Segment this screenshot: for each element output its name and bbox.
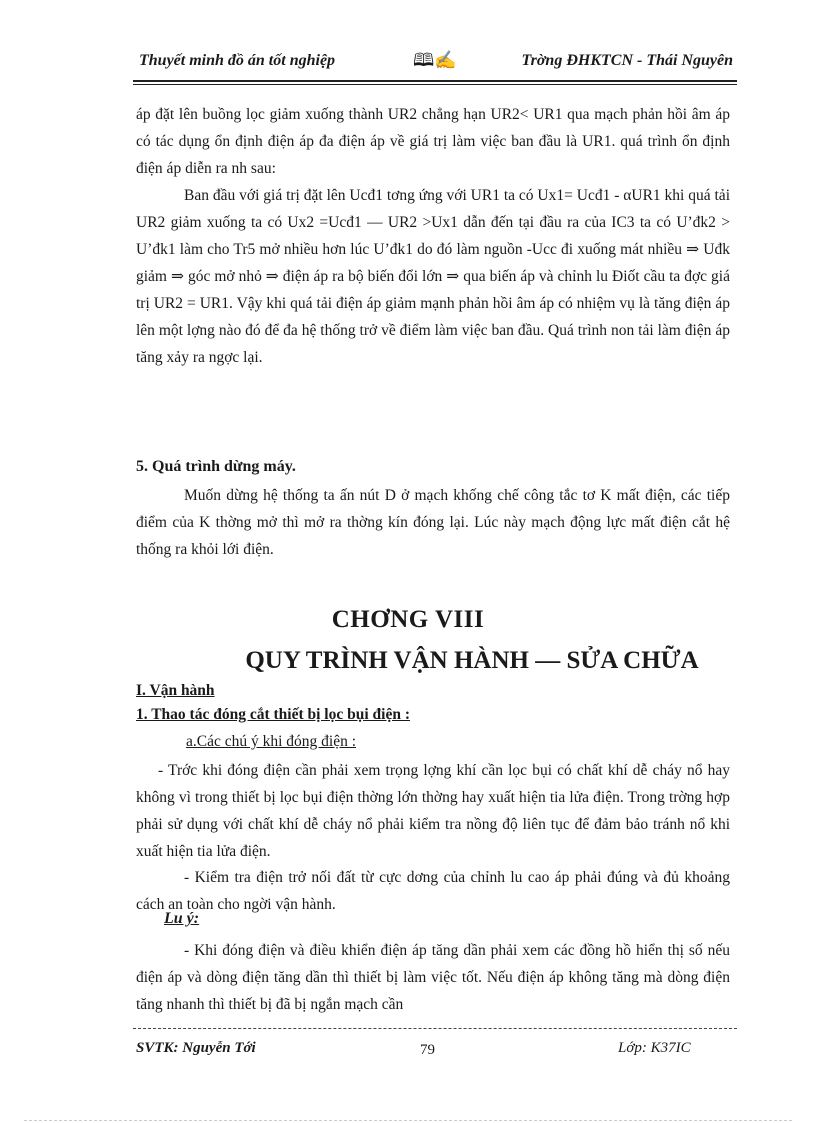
header-thesis-title: Thuyết minh đồ án tốt nghiệp [139,52,336,69]
paragraph-1: áp đặt lên buồng lọc giảm xuống thành UR2 chẳng hạn UR2< UR1 qua mạch phản hồi âm áp có tác dụng ổn định điện áp đa điện áp về giá trị làm việc ban đầu là UR1. quá trình ổn định điện áp diễn ra nh sau: [136,106,730,177]
subsection-a-heading: a.Các chú ý khi đóng điện : [186,733,357,750]
paragraph-4: - Trớc khi đóng điện cần phải xem trọng lợng khí cần lọc bụi có chất khí dễ cháy nổ hay không vì trong thiết bị lọc bụi điện thờng lớn thờng hay xuất hiện tia lửa điện. Trong trờng hợp phải sử dụng với chất khí dễ cháy nổ phải kiểm tra nồng độ liên tục để đảm bảo tránh nổ khi xuất hiện tia lửa điện. [136,762,730,860]
header-rule [133,80,737,82]
section-i-heading: I. Vận hành [136,682,215,699]
footer-student: SVTK: Nguyễn Tới [136,1040,256,1056]
footer-rule [133,1028,737,1029]
section-5-heading: 5. Quá trình dừng máy. [136,458,296,475]
paragraph-5: - Kiểm tra điện trở nối đất từ cực dơng của chỉnh lu cao áp phải đúng và đủ khoảng cách an toàn cho ngời vận hành. [136,869,730,913]
footer-class: Lớp: K37IC [618,1040,691,1056]
paragraph-3: Muốn dừng hệ thống ta ấn nút D ở mạch khống chế công tắc tơ K mất điện, các tiếp điểm của K thờng mở thì mở ra thờng kín đóng lại. Lúc này mạch động lực mất điện cắt hệ thống ra khỏi lới điện. [136,487,730,558]
book-pen-icon: 🕮✍ [413,50,457,70]
header-rule-thin [133,84,737,85]
chapter-label: CHƠNG VIII [331,606,485,633]
page-header [133,46,733,80]
page-number: 79 [420,1042,435,1058]
note-heading: Lu ý: [164,910,200,927]
header-university: Trờng ĐHKTCN - Thái Nguyên [521,52,733,69]
page-bottom-border [24,1120,792,1121]
chapter-title: QUY TRÌNH VẬN HÀNH — SỬA CHỮA [245,647,699,674]
section-1-heading: 1. Thao tác đóng cắt thiết bị lọc bụi điện : [136,706,411,723]
paragraph-2: Ban đầu với giá trị đặt lên Ucđ1 tơng ứng với UR1 ta có Ux1= Ucđ1 - αUR1 khi quá tải UR2 giảm xuống ta có Ux2 =Ucđ1 — UR2 >Ux1 dẫn đến tại đầu ra của IC3 ta có U’đk2 > U’đk1 làm cho Tr5 mở nhiều hơn lúc U’đk1 do đó làm nguồn -Ucc đi xuống mát nhiều ⇒ Uđk giảm ⇒ góc mở nhỏ ⇒ điện áp ra bộ biến đổi lớn ⇒ qua biến áp và chỉnh lu Điốt cầu ta đợc giá trị UR2 = UR1. Vậy khi quá tải điện áp giảm mạnh phản hồi âm áp có nhiệm vụ là tăng điện áp lên một lợng nào đó để đa hệ thống trở về điểm làm việc ban đầu. Quá trình non tải làm điện áp tăng xảy ra ngợc lại. [136,187,730,366]
paragraph-6: - Khi đóng điện và điều khiển điện áp tăng dần phải xem các đồng hồ hiển thị số nếu điện áp và dòng điện tăng dần thì thiết bị làm việc tốt. Nếu điện áp không tăng mà dòng điện tăng nhanh thì thiết bị đã bị ngắn mạch cần [136,942,730,1013]
